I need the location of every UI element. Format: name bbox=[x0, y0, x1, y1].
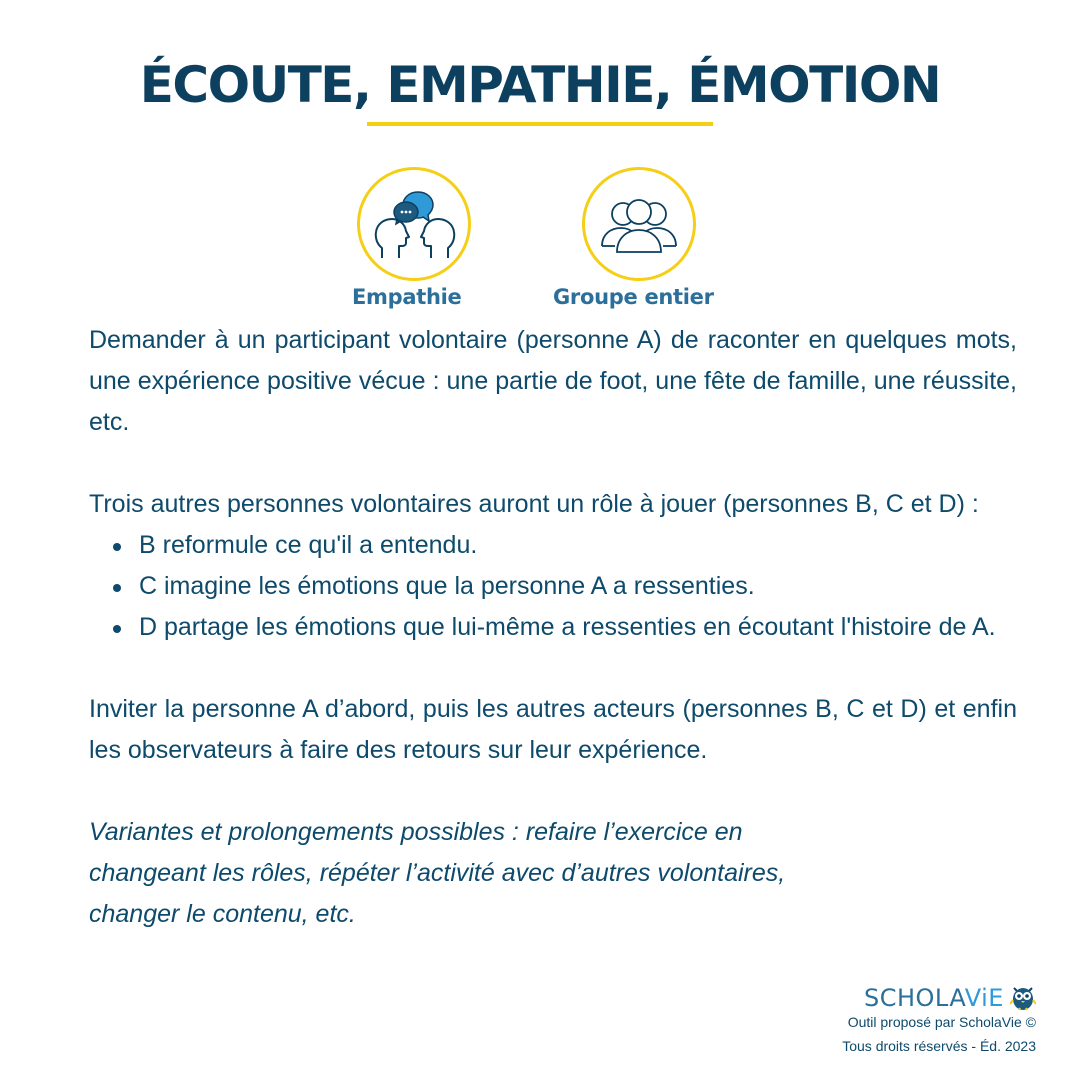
empathy-icon-circle bbox=[357, 167, 471, 281]
logo-text-accent: ViE bbox=[964, 984, 1004, 1012]
paragraph-roles: Trois autres personnes volontaires auront un rôle à jouer (personnes B, C et D) : bbox=[89, 490, 979, 518]
icon-label-empathy: Empathie bbox=[352, 285, 462, 309]
list-item bbox=[89, 525, 1017, 566]
logo-text-main: SCHOLA bbox=[864, 984, 965, 1012]
variants-line-1: Variantes et prolongements possibles : refaire l’exercice en bbox=[89, 818, 743, 846]
list-item bbox=[89, 607, 1017, 648]
list-item bbox=[89, 566, 1017, 607]
activity-description bbox=[89, 320, 1017, 935]
group-people-icon bbox=[585, 170, 693, 278]
page-title: ÉCOUTE, EMPATHIE, ÉMOTION bbox=[139, 56, 941, 114]
variants-line-2: changeant les rôles, répéter l’activité avec d’autres volontaires, bbox=[89, 859, 786, 887]
owl-mascot-icon bbox=[1010, 982, 1036, 1012]
group-icon-circle bbox=[582, 167, 696, 281]
variants-line-3: changer le contenu, etc. bbox=[89, 900, 356, 928]
footer-credit: Outil proposé par ScholaVie © bbox=[847, 1014, 1036, 1030]
bullet-dot bbox=[113, 543, 121, 551]
list-item-text: B reformule ce qu'il a entendu. bbox=[139, 531, 478, 559]
bullet-dot bbox=[113, 625, 121, 633]
paragraph-intro: Demander à un participant volontaire (personne A) de raconter en quelques mots, une expérience positive vécue : une partie de foot, une fête de famille, une réussite, etc. bbox=[89, 326, 1017, 436]
icon-label-whole-group: Groupe entier bbox=[553, 285, 714, 309]
bullet-dot bbox=[113, 584, 121, 592]
roles-list bbox=[89, 525, 1017, 648]
logo-text bbox=[864, 984, 1004, 1012]
list-item-text: D partage les émotions que lui-même a ressenties en écoutant l'histoire de A. bbox=[139, 613, 996, 641]
footer-rights: Tous droits réservés - Éd. 2023 bbox=[842, 1038, 1036, 1054]
list-item-text: C imagine les émotions que la personne A a ressenties. bbox=[139, 572, 755, 600]
paragraph-variants bbox=[89, 812, 1017, 935]
title-underline bbox=[367, 122, 713, 126]
scholavie-logo bbox=[864, 982, 1044, 1016]
heads-speech-bubbles-icon bbox=[360, 170, 468, 278]
paragraph-feedback: Inviter la personne A d’abord, puis les autres acteurs (personnes B, C et D) et enfin les observateurs à faire des retours sur leur expérience. bbox=[89, 695, 1017, 764]
